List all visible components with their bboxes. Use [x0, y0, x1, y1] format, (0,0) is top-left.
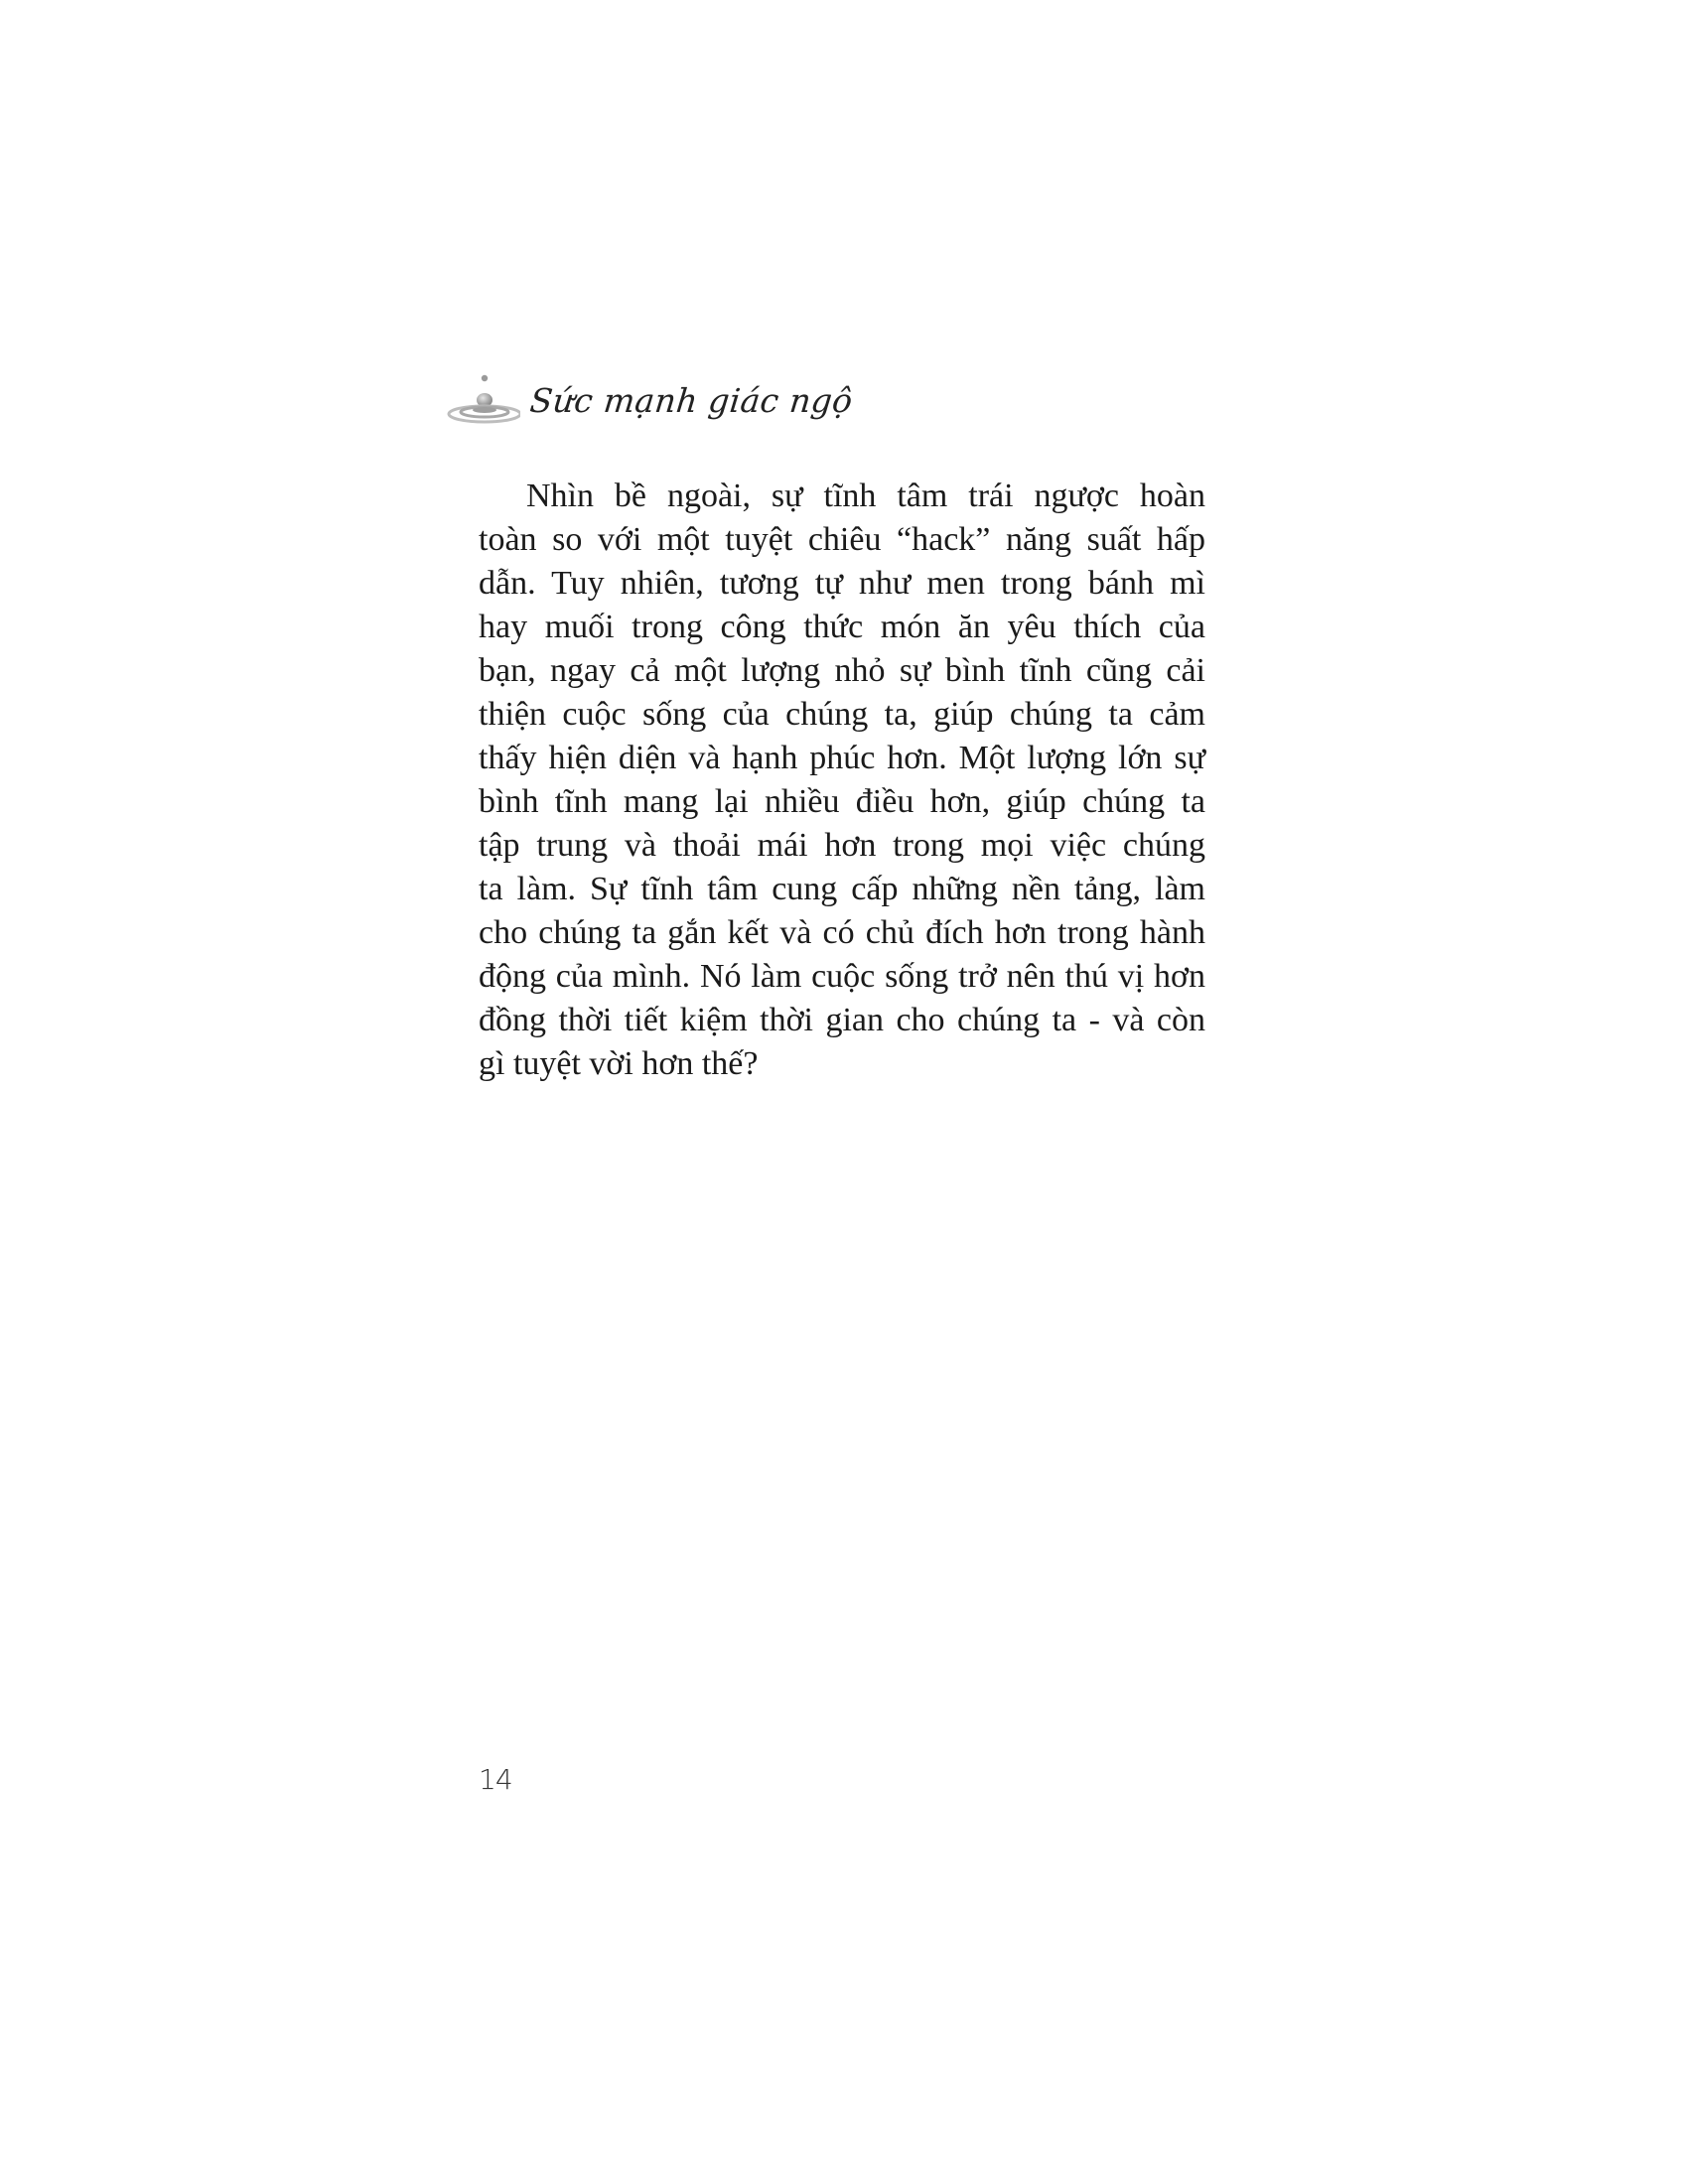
paragraph-line: bình tĩnh mang lại nhiều điều hơn, giúp chúng ta: [479, 783, 1205, 820]
paragraph-line: gì tuyệt vời hơn thế?: [479, 1045, 759, 1082]
paragraph-line: đồng thời tiết kiệm thời gian cho chúng ta - và còn: [479, 1002, 1205, 1038]
paragraph-line: thiện cuộc sống của chúng ta, giúp chúng ta cảm: [479, 696, 1205, 733]
paragraph-line: ta làm. Sự tĩnh tâm cung cấp những nền tảng, làm: [479, 871, 1205, 907]
paragraph-line: Nhìn bề ngoài, sự tĩnh tâm trái ngược hoàn: [526, 478, 1205, 514]
body-paragraph: [479, 475, 1205, 1086]
paragraph-line: hay muối trong công thức món ăn yêu thích của: [479, 609, 1205, 645]
paragraph-line: tập trung và thoải mái hơn trong mọi việc chúng: [479, 827, 1205, 864]
running-header-title: Sức mạnh giác ngộ: [527, 380, 855, 420]
running-header: [445, 365, 855, 435]
paragraph-line: dẫn. Tuy nhiên, tương tự như men trong bánh mì: [479, 565, 1205, 602]
paragraph-line: động của mình. Nó làm cuộc sống trở nên thú vị hơn: [479, 958, 1205, 995]
water-drop-ripple-icon: [445, 372, 520, 428]
paragraph-line: toàn so với một tuyệt chiêu “hack” năng suất hấp: [479, 521, 1205, 558]
paragraph-line: bạn, ngay cả một lượng nhỏ sự bình tĩnh cũng cải: [479, 652, 1205, 689]
paragraph-line: cho chúng ta gắn kết và có chủ đích hơn trong hành: [479, 914, 1205, 951]
paragraph-line: thấy hiện diện và hạnh phúc hơn. Một lượng lớn sự: [479, 740, 1205, 776]
page-number: 14: [479, 1763, 512, 1796]
